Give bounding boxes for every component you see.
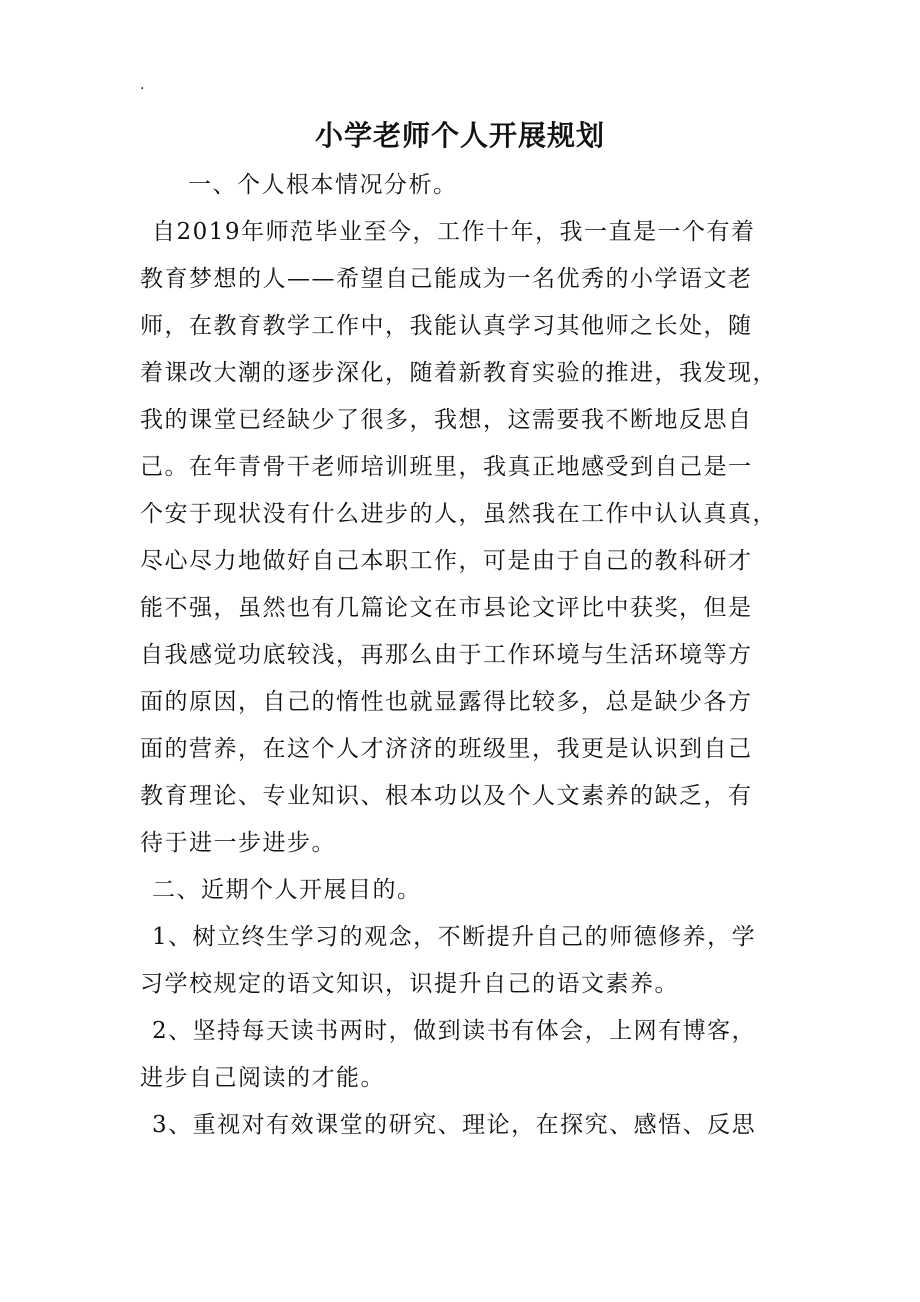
goal-item-2-line: 2、坚持每天读书两时，做到读书有体会，上网有博客， xyxy=(152,1018,757,1044)
paragraph-line: 面的原因，自己的惰性也就显露得比较多，总是缺少各方 xyxy=(140,689,753,715)
paragraph-line: 尽心尽力地做好自己本职工作，可是由于自己的教科研才 xyxy=(140,548,753,574)
paragraph-line: 个安于现状没有什么进步的人，虽然我在工作中认认真真， xyxy=(140,501,777,527)
paragraph-line: 己。在年青骨干老师培训班里，我真正地感受到自己是一 xyxy=(140,454,753,480)
paragraph-line: 待于进一步进步。 xyxy=(140,830,336,856)
paragraph-line: 自2019年师范毕业至今，工作十年，我一直是一个有着 xyxy=(152,219,756,245)
paragraph-line: 着课改大潮的逐步深化，随着新教育实验的推进，我发现， xyxy=(140,360,777,386)
section-heading-1: 一、个人根本情况分析。 xyxy=(188,172,458,198)
paragraph-line: 师，在教育教学工作中，我能认真学习其他师之长处，随 xyxy=(140,313,753,339)
goal-item-1-line: 习学校规定的语文知识，识提升自己的语文素养。 xyxy=(140,971,679,997)
goal-item-2-line: 进步自己阅读的才能。 xyxy=(140,1065,385,1091)
paragraph-line: 能不强，虽然也有几篇论文在市县论文评比中获奖，但是 xyxy=(140,595,753,621)
goal-item-3-line: 3、重视对有效课堂的研究、理论，在探究、感悟、反思 xyxy=(152,1112,757,1138)
paragraph-line: 教育梦想的人——希望自己能成为一名优秀的小学语文老 xyxy=(140,266,753,292)
document-title: 小学老师个人开展规划 xyxy=(314,119,605,152)
paragraph-line: 我的课堂已经缺少了很多，我想，这需要我不断地反思自 xyxy=(140,407,753,433)
paragraph-line: 教育理论、专业知识、根本功以及个人文素养的缺乏，有 xyxy=(140,783,753,809)
section-heading-2: 二、近期个人开展目的。 xyxy=(152,877,422,903)
paragraph-line: 面的营养，在这个人才济济的班级里，我更是认识到自己 xyxy=(140,736,753,762)
goal-item-1-line: 1、树立终生学习的观念，不断提升自己的师德修养，学 xyxy=(152,924,757,950)
page-marker: . xyxy=(140,77,145,93)
paragraph-line: 自我感觉功底较浅，再那么由于工作环境与生活环境等方 xyxy=(140,642,753,668)
